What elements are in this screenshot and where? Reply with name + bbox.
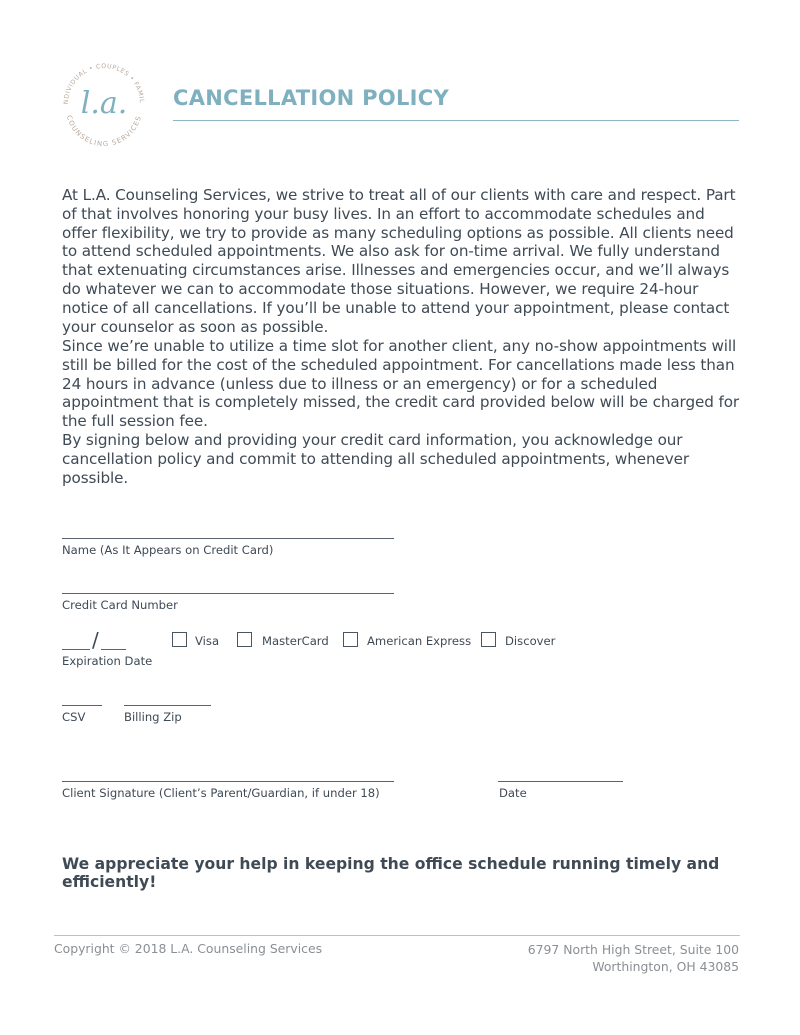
american-express-label: American Express: [367, 634, 472, 648]
csv-label: CSV: [62, 710, 86, 724]
footer-address-line-1: 6797 North High Street, Suite 100: [527, 942, 739, 957]
american-express-checkbox[interactable]: [343, 632, 358, 647]
date-label: Date: [499, 786, 527, 800]
expiration-label: Expiration Date: [62, 654, 153, 668]
logo-ring-top: NDIVIDUAL • COUPLES • FAMIL: [62, 63, 145, 105]
name-input-line[interactable]: [62, 538, 394, 539]
signature-input-line[interactable]: [62, 781, 394, 782]
csv-input-line[interactable]: [62, 705, 102, 706]
footer-copyright: Copyright © 2018 L.A. Counseling Services: [54, 941, 323, 956]
policy-paragraph-3: By signing below and providing your credit card information, you acknowledge our cancellation policy and commit to attending all scheduled appointments, whenever possible.: [62, 431, 690, 487]
policy-paragraph-1: At L.A. Counseling Services, we strive to treat all of our clients with care and respect. Part of that involves honoring your busy lives. In an effort to accommodate schedules and offer flexibility, we try to provide as many scheduling options as possible. All clients need to attend scheduled appointments. We also ask for on-time arrival. We fully understand that extenuating circumstances arise. Illnesses and emergencies occur, and we’ll always do whatever we can to accommodate those situations. However, we require 24-hour notice of all cancellations. If you’ll be unable to attend your appointment, please contact your counselor as soon as possible.: [62, 186, 736, 336]
footer-divider: [54, 935, 740, 936]
closing-statement: We appreciate your help in keeping the office schedule running timely and efficiently!: [62, 855, 720, 891]
card-number-input-line[interactable]: [62, 593, 394, 594]
company-logo: [56, 56, 152, 152]
name-label: Name (As It Appears on Credit Card): [62, 543, 274, 557]
expiration-year-line[interactable]: [101, 649, 126, 650]
discover-checkbox[interactable]: [481, 632, 496, 647]
logo-ring-bottom: COUNSELING SERVICES: [64, 114, 144, 149]
mastercard-label: MasterCard: [262, 634, 329, 648]
billing-zip-input-line[interactable]: [124, 705, 211, 706]
billing-zip-label: Billing Zip: [124, 710, 182, 724]
visa-label: Visa: [195, 634, 220, 648]
discover-label: Discover: [505, 634, 556, 648]
logo-emblem: [56, 56, 152, 152]
footer-address-line-2: Worthington, OH 43085: [592, 959, 739, 974]
card-number-label: Credit Card Number: [62, 598, 178, 612]
visa-checkbox[interactable]: [172, 632, 187, 647]
date-input-line[interactable]: [498, 781, 623, 782]
expiration-month-line[interactable]: [62, 649, 90, 650]
logo-mark: l.a.: [80, 86, 128, 121]
mastercard-checkbox[interactable]: [237, 632, 252, 647]
expiration-separator: /: [92, 628, 99, 652]
footer-address: [528, 941, 739, 975]
signature-label: Client Signature (Client’s Parent/Guardian, if under 18): [62, 786, 380, 800]
page-title: CANCELLATION POLICY: [173, 86, 450, 110]
title-divider: [173, 120, 739, 121]
policy-paragraph-2: Since we’re unable to utilize a time slot for another client, any no-show appointments will still be billed for the cost of the scheduled appointment. For cancellations made less than 24 hours in advance (unless due to illness or an emergency) or for a scheduled appointment that is completely missed, the credit card provided below will be charged for the full session fee.: [62, 337, 740, 431]
